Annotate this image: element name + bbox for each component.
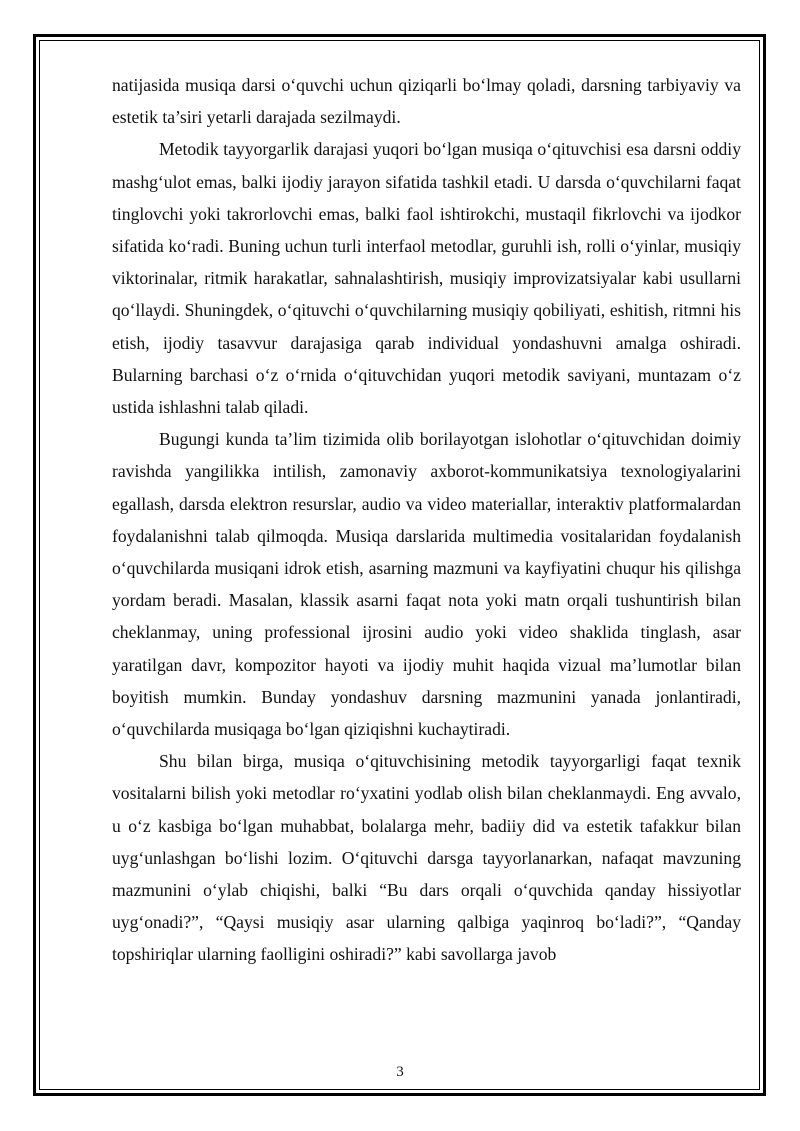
paragraph: Shu bilan birga, musiqa o‘qituvchisining metodik tayyorgarligi faqat texnik vositalarni bilish yoki metodlar ro‘yxatini yodlab olish bilan cheklanmaydi. Eng avvalo, u o‘z kasbiga bo‘lgan muhabbat, bolalarga mehr, badiiy did va estetik tafakkur bilan uyg‘unlashgan bo‘lishi lozim. O‘qituvchi darsga tayyorlanarkan, nafaqat mavzuning mazmunini o‘ylab chiqishi, balki “Bu dars orqali o‘quvchida qanday hissiyotlar uyg‘onadi?”, “Qaysi musiqiy asar ularning qalbiga yaqinroq bo‘ladi?”, “Qanday topshiriqlar ularning faolligini oshiradi?” kabi savollarga javob bbox=[112, 751, 741, 965]
paragraph-continuation: natijasida musiqa darsi o‘quvchi uchun qiziqarli bo‘lmay qoladi, darsning tarbiyaviy va estetik ta’siri yetarli darajada sezilmaydi. bbox=[112, 75, 741, 128]
paragraph: Bugungi kunda ta’lim tizimida olib borilayotgan islohotlar o‘qituvchidan doimiy ravishda yangilikka intilish, zamonaviy axborot-kommunikatsiya texnologiyalarini egallash, darsda elektron resurslar, audio va video materiallar, interaktiv platformalardan foydalanishni talab qilmoqda. Musiqa darslarida multimedia vositalaridan foydalanish o‘quvchilarda musiqani idrok etish, asarning mazmuni va kayfiyatini chuqur his qilishga yordam beradi. Masalan, klassik asarni faqat nota yoki matn orqali tushuntirish bilan cheklanmay, uning professional ijrosini audio yoki video shaklida tinglash, asar yaratilgan davr, kompozitor hayoti va ijodiy muhit haqida vizual ma’lumotlar bilan boyitish mumkin. Bunday yondashuv darsning mazmunini yanada jonlantiradi, o‘quvchilarda musiqaga bo‘lgan qiziqishni kuchaytiradi. bbox=[112, 429, 741, 740]
paragraph: Metodik tayyorgarlik darajasi yuqori bo‘lgan musiqa o‘qituvchisi esa darsni oddiy mashg‘ulot emas, balki ijodiy jarayon sifatida tashkil etadi. U darsda o‘quvchilarni faqat tinglovchi yoki takrorlovchi emas, balki faol ishtirokchi, mustaqil fikrlovchi va ijodkor sifatida ko‘radi. Buning uchun turli interfaol metodlar, guruhli ish, rolli o‘yinlar, musiqiy viktorinalar, ritmik harakatlar, sahnalashtirish, musiqiy improvizatsiyalar kabi usullarni qo‘llaydi. Shuningdek, o‘qituvchi o‘quvchilarning musiqiy qobiliyati, eshitish, ritmni his etish, ijodiy tasavvur darajasiga qarab individual yondashuvni amalga oshiradi. Bularning barchasi o‘z o‘rnida o‘qituvchidan yuqori metodik saviyani, muntazam o‘z ustida ishlashni talab qiladi. bbox=[112, 139, 741, 418]
document-body bbox=[112, 69, 741, 971]
page-number: 3 bbox=[396, 1064, 404, 1080]
